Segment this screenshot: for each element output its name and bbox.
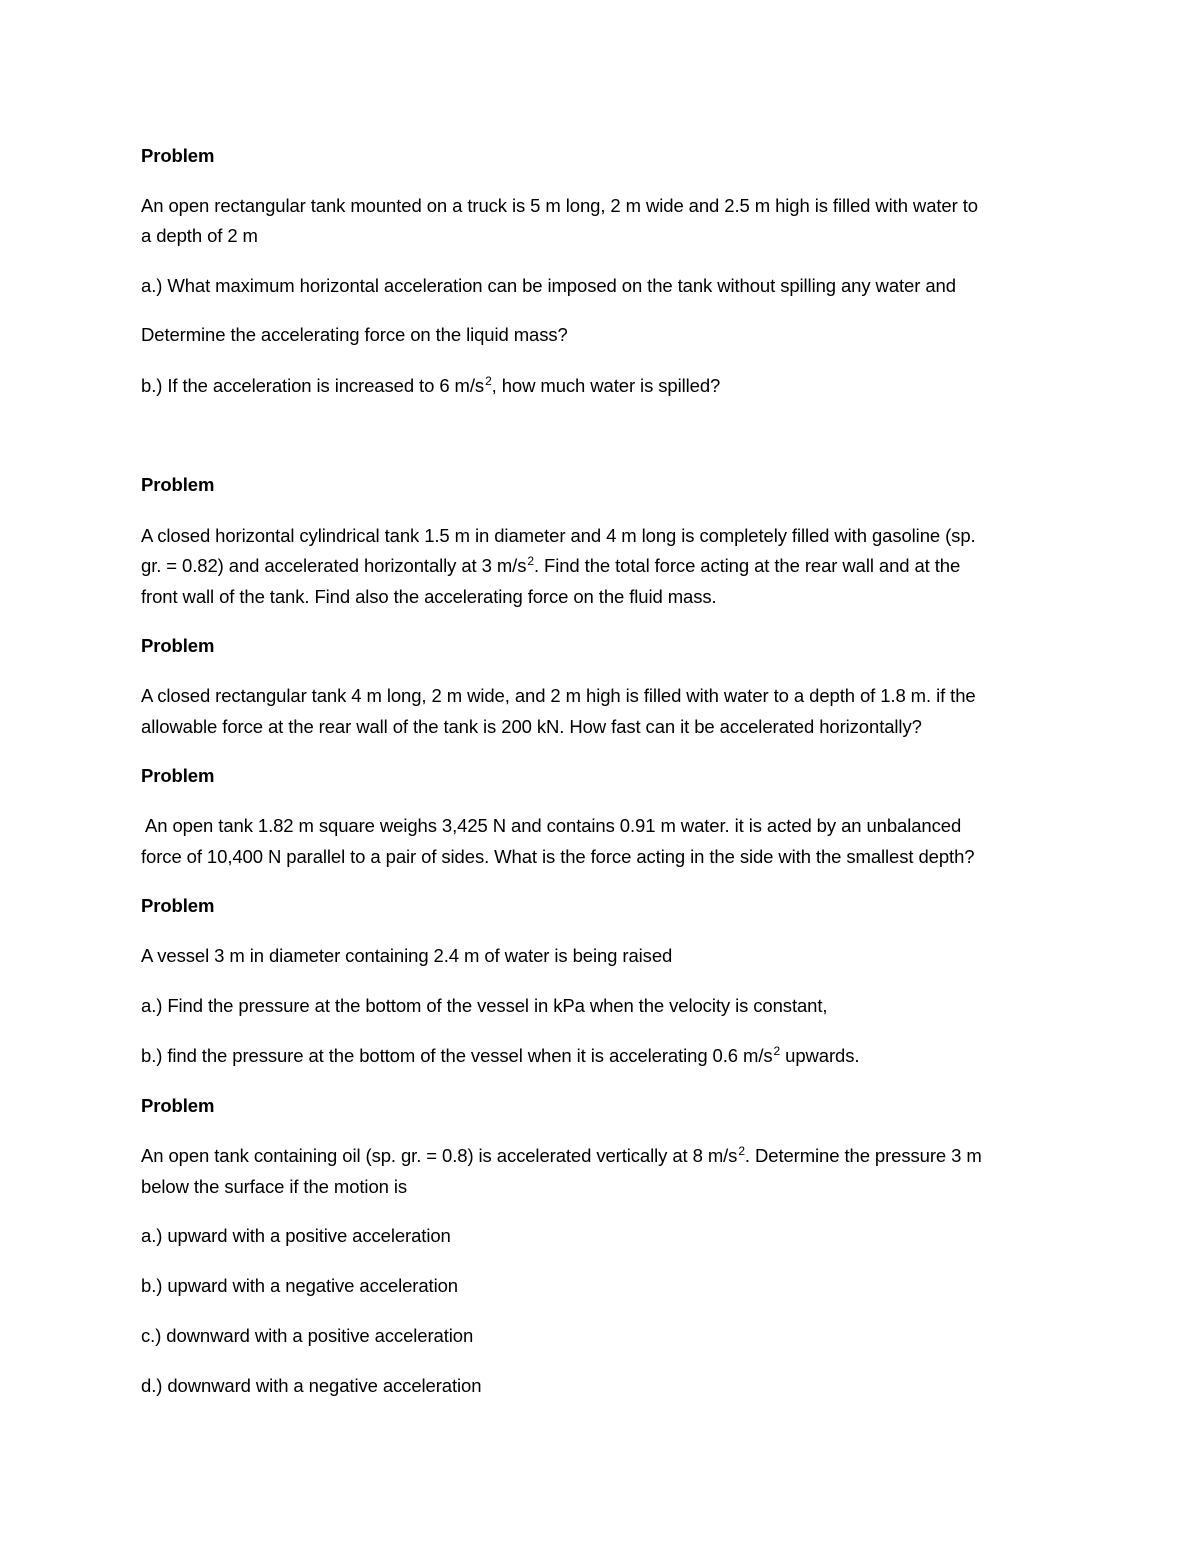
problem-2-text-line-1: A closed horizontal cylindrical tank 1.5 m in diameter and 4 m long is completely filled with gasoline (sp.: [141, 525, 976, 546]
superscript-exponent: 2: [527, 554, 534, 568]
problem-3-text-line-1: A closed rectangular tank 4 m long, 2 m wide, and 2 m high is filled with water to a depth of 1.8 m. if the: [141, 685, 976, 706]
problem-6-heading: Problem: [141, 1095, 215, 1116]
problem-1-part-b: [141, 371, 1061, 401]
problem-5-heading: Problem: [141, 895, 215, 916]
problem-6-line-1-text: An open tank containing oil (sp. gr. = 0.8) is accelerated vertically at 8 m/s: [141, 1145, 738, 1166]
problem-2-text-line-3: front wall of the tank. Find also the accelerating force on the fluid mass.: [141, 586, 717, 607]
problem-5-part-b: [141, 1041, 1061, 1071]
problem-3-text-line-2: allowable force at the rear wall of the tank is 200 kN. How fast can it be accelerated horizontally?: [141, 716, 922, 737]
problem-4-text-line-1: An open tank 1.82 m square weighs 3,425 N and contains 0.91 m water. it is acted by an unbalanced: [141, 815, 962, 836]
problem-1-part-a: a.) What maximum horizontal acceleration can be imposed on the tank without spilling any water and: [141, 275, 956, 296]
problem-5-part-a: a.) Find the pressure at the bottom of the vessel in kPa when the velocity is constant,: [141, 995, 828, 1016]
superscript-exponent: 2: [773, 1044, 781, 1058]
superscript-exponent: 2: [738, 1144, 745, 1158]
problem-2-text-line-2: [141, 551, 1061, 581]
problem-5-part-b-text: b.) find the pressure at the bottom of the vessel when it is accelerating 0.6 m/s: [141, 1045, 773, 1066]
problem-1-part-a-cont: Determine the accelerating force on the liquid mass?: [141, 324, 568, 345]
problem-3-heading: Problem: [141, 635, 215, 656]
problem-4-text-line-2: force of 10,400 N parallel to a pair of sides. What is the force acting in the side with the smallest depth?: [141, 846, 975, 867]
problem-5-part-b-text-end: upwards.: [780, 1045, 860, 1066]
problem-5-text-line-1: A vessel 3 m in diameter containing 2.4 m of water is being raised: [141, 945, 673, 966]
problem-6-option-a: a.) upward with a positive acceleration: [141, 1225, 451, 1246]
problem-1-heading: Problem: [141, 145, 215, 166]
problem-1-text-line-1: An open rectangular tank mounted on a truck is 5 m long, 2 m wide and 2.5 m high is filled with water to: [141, 195, 978, 216]
problem-6-text-line-1: [141, 1141, 1061, 1171]
superscript-exponent: 2: [485, 374, 492, 388]
problem-2-line-2-text-end: . Find the total force acting at the rear wall and at the: [533, 555, 961, 576]
problem-2-heading: Problem: [141, 474, 215, 495]
problem-6-option-b: b.) upward with a negative acceleration: [141, 1275, 458, 1296]
problem-2-line-2-text: gr. = 0.82) and accelerated horizontally at 3 m/s: [141, 555, 527, 576]
problem-4-heading: Problem: [141, 765, 215, 786]
problem-1-part-b-text: b.) If the acceleration is increased to 6 m/s: [141, 375, 485, 396]
problem-6-line-1-text-end: . Determine the pressure 3 m: [744, 1145, 982, 1166]
problem-6-option-c: c.) downward with a positive acceleration: [141, 1325, 474, 1346]
problem-1-part-b-text-end: , how much water is spilled?: [491, 375, 721, 396]
problem-6-option-d: d.) downward with a negative acceleration: [141, 1375, 482, 1396]
problem-1-text-line-2: a depth of 2 m: [141, 225, 258, 246]
problem-6-text-line-2: below the surface if the motion is: [141, 1176, 408, 1197]
